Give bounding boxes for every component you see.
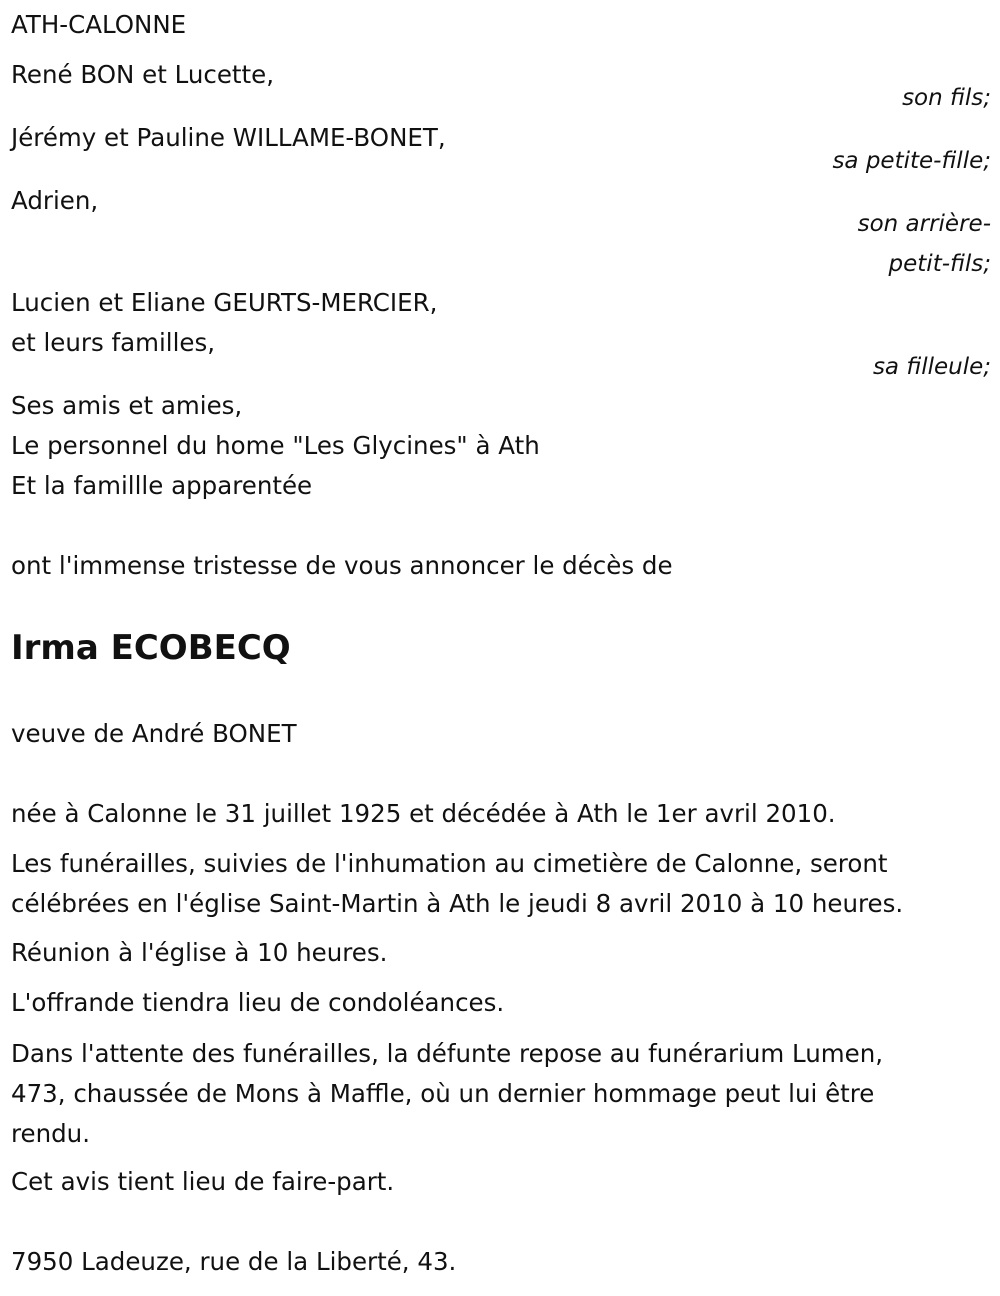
notice-text: Cet avis tient lieu de faire-part. [11,1167,395,1196]
staff-line: Le personnel du home "Les Glycines" à Ath [11,431,540,460]
deceased-name: Irma ECOBECQ [11,628,291,668]
meeting-text: Réunion à l'église à 10 heures. [11,938,388,967]
family-member-lucien-families: et leurs familles, [11,328,216,357]
family-member-lucien: Lucien et Eliane GEURTS-MERCIER, [11,288,438,317]
location-heading: ATH-CALONNE [11,10,187,39]
relation-goddaughter: sa filleule; [872,354,991,380]
repose-text-line2: 473, chaussée de Mons à Maffle, où un dernier hommage peut lui être [11,1079,875,1108]
announcement-text: ont l'immense tristesse de vous annoncer le décès de [11,551,673,580]
repose-text-line3: rendu. [11,1119,91,1148]
address-text: 7950 Ladeuze, rue de la Liberté, 43. [11,1247,457,1276]
relation-son: son fils; [902,85,991,111]
birth-death-text: née à Calonne le 31 juillet 1925 et décédée à Ath le 1er avril 2010. [11,799,836,828]
relation-great-grandson-line1: son arrière- [857,211,991,237]
friends-line: Ses amis et amies, [11,391,243,420]
funeral-text-line1: Les funérailles, suivies de l'inhumation au cimetière de Calonne, seront [11,849,888,878]
offering-text: L'offrande tiendra lieu de condoléances. [11,988,505,1017]
relatives-line: Et la famillle apparentée [11,471,313,500]
relation-great-grandson-line2: petit-fils; [888,251,991,277]
relation-granddaughter: sa petite-fille; [832,148,991,174]
family-member-adrien: Adrien, [11,186,99,215]
family-member-rene: René BON et Lucette, [11,60,274,89]
repose-text-line1: Dans l'attente des funérailles, la défunte repose au funérarium Lumen, [11,1039,884,1068]
widow-of-text: veuve de André BONET [11,719,297,748]
funeral-text-line2: célébrées en l'église Saint-Martin à Ath le jeudi 8 avril 2010 à 10 heures. [11,889,904,918]
family-member-jeremy: Jérémy et Pauline WILLAME-BONET, [11,123,446,152]
